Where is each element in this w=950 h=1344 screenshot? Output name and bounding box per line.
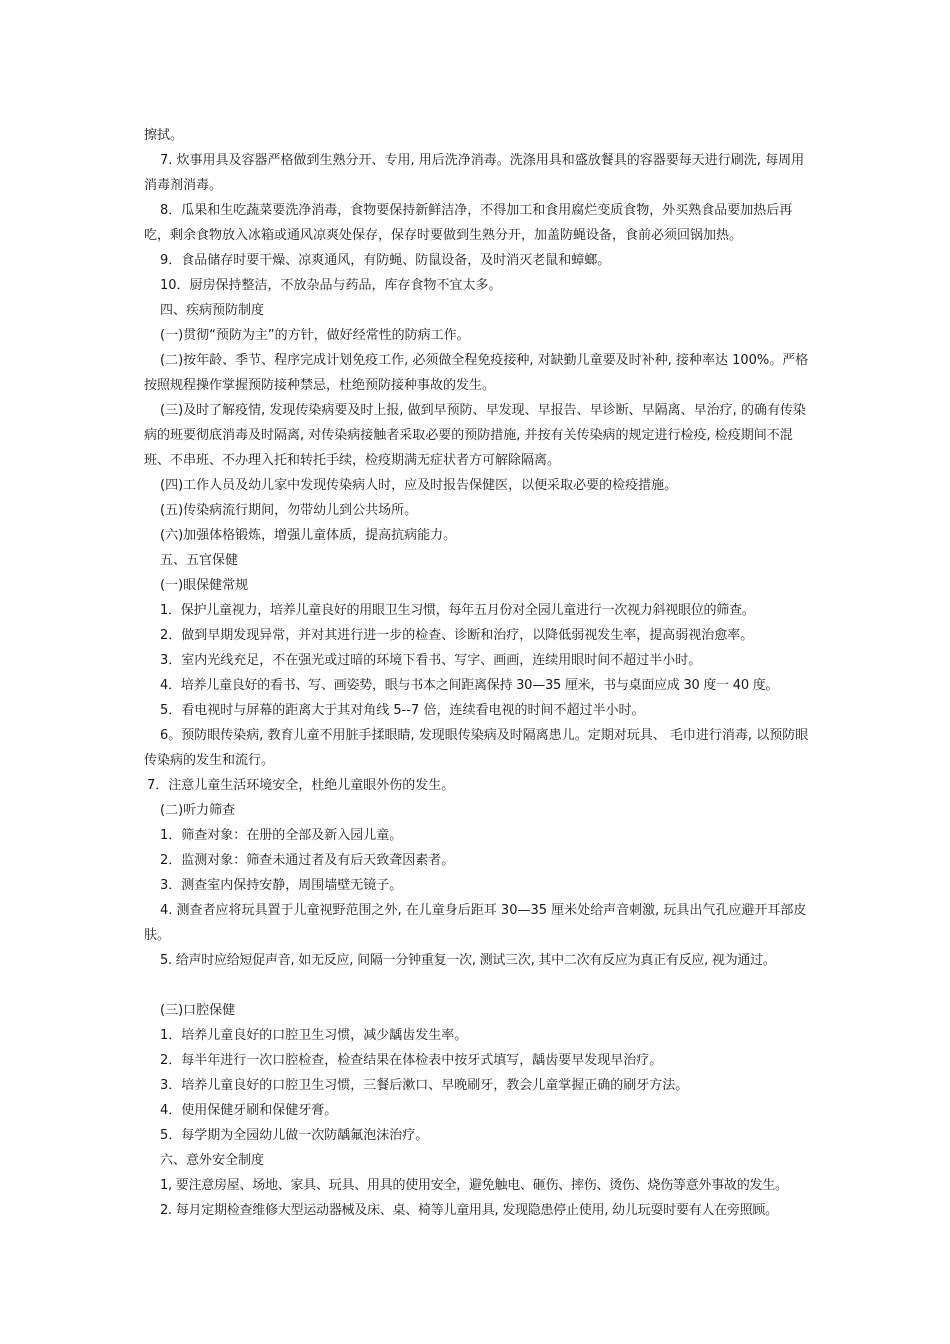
paragraph: 2. 每月定期检查维修大型运动器械及床、桌、椅等儿童用具, 发现隐患停止使用, 幼儿玩耍时要有人在旁照顾。 — [160, 1203, 778, 1218]
section-heading: 四、疾病预防制度 — [160, 303, 265, 318]
paragraph: (二)按年龄、季节、程序完成计划免疫工作, 必须做全程免疫接种, 对缺勤儿童要及时补种, 接种率达 100%。严格按照规程操作掌握预防接种禁忌，杜绝预防接种事故的发生。 — [144, 353, 809, 393]
paragraph: (六)加强体格锻炼，增强儿童体质，提高抗病能力。 — [160, 528, 457, 543]
subsection-heading: (三)口腔保健 — [160, 1003, 236, 1018]
paragraph: 2．做到早期发现异常，并对其进行进一步的检查、诊断和治疗，以降低弱视发生率，提高弱视治愈率。 — [160, 628, 754, 643]
blank-line — [144, 973, 816, 998]
paragraph: 2．每半年进行一次口腔检查，检查结果在体检表中按牙式填写，龋齿要早发现早治疗。 — [160, 1053, 663, 1068]
paragraph: 1, 要注意房屋、场地、家具、玩具、用具的使用安全，避免触电、砸伤、摔伤、烫伤、烧伤等意外事故的发生。 — [160, 1178, 788, 1193]
paragraph: 2．监测对象：筛查未通过者及有后天致聋因素者。 — [160, 853, 455, 868]
paragraph: 7．注意儿童生活环境安全，杜绝儿童眼外伤的发生。 — [147, 778, 455, 793]
paragraph: 4．使用保健牙刷和保健牙膏。 — [160, 1103, 338, 1118]
document-body — [144, 123, 816, 1223]
paragraph: (三)及时了解疫情, 发现传染病要及时上报, 做到早预防、早发现、早报告、早诊断、早隔离、早治疗, 的确有传染病的班要彻底消毒及时隔离, 对传染病接触者采取必要的预防措施, 并按有关传染病的规定进行检疫, 检疫期间不混班、不串班、不办理入托和转托手续，检疫期满无症状者方可解除隔离。 — [144, 403, 806, 468]
paragraph: (四)工作人员及幼儿家中发现传染病人时，应及时报告保健医，以便采取必要的检疫措施。 — [160, 478, 678, 493]
paragraph: 9．食品储存时要干燥、凉爽通风，有防蝇、防鼠设备，及时消灭老鼠和蟑螂。 — [160, 253, 611, 268]
subsection-heading: (二)听力筛查 — [160, 803, 236, 818]
paragraph: 5．看电视时与屏幕的距离大于其对角线 5--7 倍，连续看电视的时间不超过半小时。 — [160, 703, 645, 718]
paragraph: 1．筛查对象：在册的全部及新入园儿童。 — [160, 828, 403, 843]
paragraph: 1．保护儿童视力，培养儿童良好的用眼卫生习惯，每年五月份对全园儿童进行一次视力斜视眼位的筛查。 — [160, 603, 755, 618]
paragraph: 3．室内光线充足，不在强光或过暗的环境下看书、写字、画画，连续用眼时间不超过半小时。 — [160, 653, 702, 668]
subsection-heading: (一)眼保健常规 — [160, 578, 249, 593]
paragraph: 5．每学期为全园幼儿做一次防龋氟泡沫治疗。 — [160, 1128, 429, 1143]
paragraph: (五)传染病流行期间，勿带幼儿到公共场所。 — [160, 503, 418, 518]
paragraph: 4. 测查者应将玩具置于儿童视野范围之外, 在儿童身后距耳 30—35 厘米处给声音刺激, 玩具出气孔应避开耳部皮肤。 — [144, 903, 807, 943]
paragraph: 1．培养儿童良好的口腔卫生习惯，减少龋齿发生率。 — [160, 1028, 468, 1043]
section-heading: 五、五官保健 — [160, 553, 239, 568]
paragraph: 5. 给声时应给短促声音, 如无反应, 间隔一分钟重复一次, 测试三次, 其中二次有反应为真正有反应, 视为通过。 — [160, 953, 776, 968]
paragraph: 10．厨房保持整洁，不放杂品与药品，库存食物不宜太多。 — [160, 278, 502, 293]
paragraph: 8．瓜果和生吃蔬菜要洗净消毒，食物要保持新鲜洁净，不得加工和食用腐烂变质食物，外买熟食品要加热后再吃，剩余食物放入冰箱或通风凉爽处保存，保存时要做到生熟分开，加盖防蝇设备，食前必须回锅加热。 — [144, 203, 793, 243]
paragraph: 3．测查室内保持安静，周围墙壁无镜子。 — [160, 878, 403, 893]
section-heading: 六、意外安全制度 — [160, 1153, 265, 1168]
paragraph: (一)贯彻“预防为主”的方针，做好经常性的防病工作。 — [160, 328, 470, 343]
paragraph: 6。预防眼传染病, 教育儿童不用脏手揉眼睛, 发现眼传染病及时隔离患儿。定期对玩具、 毛巾进行消毒, 以预防眼传染病的发生和流行。 — [144, 728, 809, 768]
paragraph: 4．培养儿童良好的看书、写、画姿势，眼与书本之间距离保持 30—35 厘米，书与桌面应成 30 度一 40 度。 — [160, 678, 779, 693]
paragraph: 7. 炊事用具及容器严格做到生熟分开、专用, 用后洗净消毒。洗涤用具和盛放餐具的容器要每天进行刷洗, 每周用消毒剂消毒。 — [144, 153, 805, 193]
paragraph: 擦拭。 — [144, 128, 184, 143]
paragraph: 3．培养儿童良好的口腔卫生习惯，三餐后漱口、早晚刷牙，教会儿童掌握正确的刷牙方法。 — [160, 1078, 689, 1093]
